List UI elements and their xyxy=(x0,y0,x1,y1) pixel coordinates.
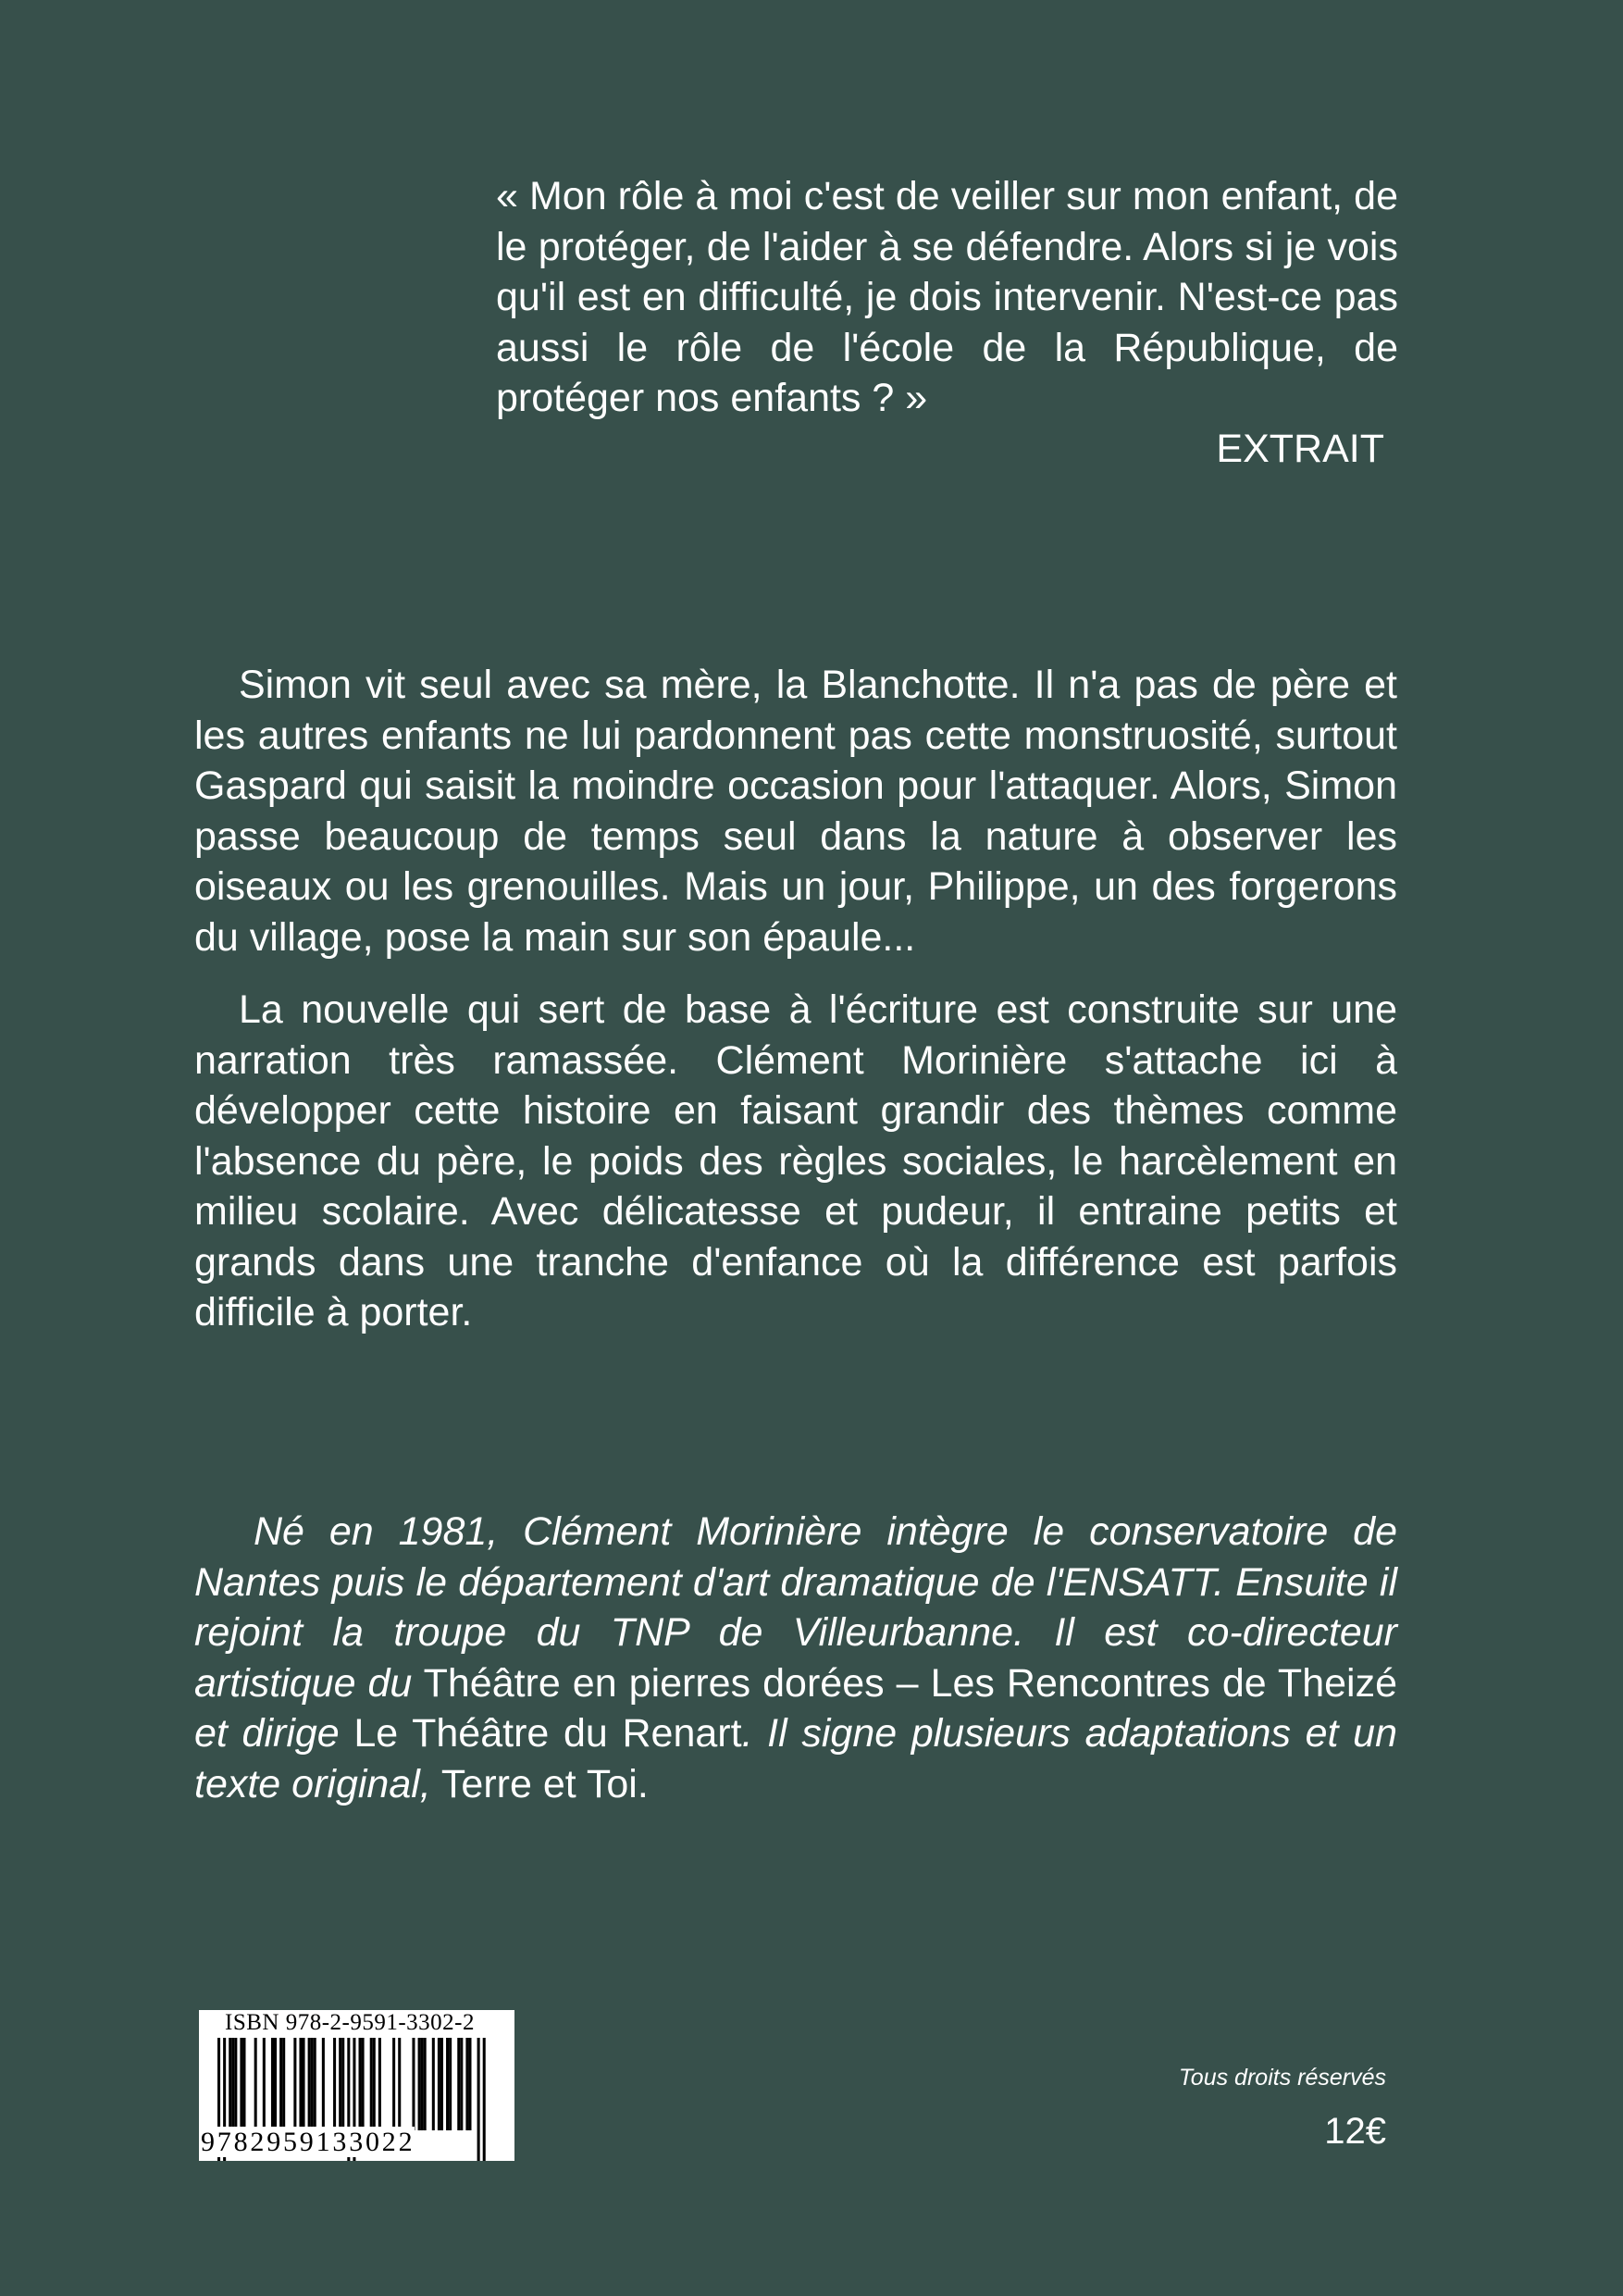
bio-text-3: et dirige xyxy=(194,1711,340,1756)
barcode-bar xyxy=(418,2038,421,2130)
barcode-bar xyxy=(333,2038,336,2130)
quote-text: « Mon rôle à moi c'est de veiller sur mon enfant, de le protéger, de l'aider à se défendre. Alors si je vois qu'il est en difficulté, je dois intervenir. N'est-ce pas aussi le rôle de l'école de la République, de protéger nos enfants ? » xyxy=(496,174,1398,420)
barcode-bar xyxy=(271,2038,274,2130)
barcode-bar xyxy=(440,2038,443,2130)
barcode-bar xyxy=(460,2038,463,2130)
barcode-bar xyxy=(299,2038,302,2130)
barcode-bar xyxy=(314,2038,316,2130)
barcode-bar xyxy=(322,2038,325,2130)
barcode-bar xyxy=(373,2038,376,2130)
barcode-bar xyxy=(308,2038,311,2130)
barcode-bar xyxy=(446,2038,449,2130)
bio-text-2: Théâtre en pierres dorées – Les Rencontres de Theizé xyxy=(412,1660,1397,1706)
barcode-bar xyxy=(457,2038,460,2130)
isbn-barcode xyxy=(199,2010,514,2161)
ean-digits xyxy=(201,2125,513,2160)
barcode-bar xyxy=(240,2038,242,2130)
author-bio xyxy=(194,1507,1397,1809)
barcode-bar xyxy=(263,2038,266,2130)
barcode-bar xyxy=(279,2038,282,2130)
bio-text-1: Né en 1981, Clément Morinière intègre le conservatoire de Nantes puis le département d'art dramatique de l'ENSATT. Ensuite il rejoint la troupe du TNP de Villeurbanne. Il est co-directeur artistique du xyxy=(194,1509,1397,1706)
barcode-bar xyxy=(274,2038,277,2130)
barcode-bar xyxy=(339,2038,341,2130)
barcode-bar xyxy=(341,2038,344,2130)
book-summary xyxy=(194,660,1397,1338)
barcode-bar xyxy=(424,2038,427,2130)
barcode-bar xyxy=(398,2038,401,2130)
quote-extract xyxy=(496,171,1398,474)
barcode-bar xyxy=(438,2038,440,2130)
barcode-bar xyxy=(359,2038,362,2130)
barcode-bar xyxy=(242,2038,245,2130)
barcode-bar xyxy=(362,2038,365,2130)
barcode-bar xyxy=(231,2038,234,2130)
barcode-bar xyxy=(392,2038,395,2130)
barcode-bar xyxy=(370,2038,373,2130)
isbn-label: ISBN 978-2-9591-3302-2 xyxy=(225,2010,476,2035)
bio-text-6: Terre et Toi. xyxy=(430,1761,649,1806)
barcode-bar xyxy=(234,2038,237,2130)
barcode-bar xyxy=(229,2038,231,2130)
barcode-bar xyxy=(293,2038,296,2130)
price: 12€ xyxy=(1324,2111,1386,2152)
barcode-bar xyxy=(303,2038,305,2130)
bio-text-5: . Il signe plusieurs adaptations et un texte original, xyxy=(194,1711,1397,1806)
summary-paragraph-2: La nouvelle qui sert de base à l'écriture est construite sur une narration très ramassée. Clément Morinière s'attache ici à développer cette histoire en faisant grandir des thèmes comme l'absence du père, le poids des règles sociales, le harcèlement en milieu scolaire. Avec délicatesse et pudeur, il entraine petits et grands dans une tranche d'enfance où la différence est parfois difficile à porter. xyxy=(194,987,1397,1334)
barcode-bar xyxy=(432,2038,435,2130)
rights-notice: Tous droits réservés xyxy=(1178,2065,1386,2091)
barcode-bar xyxy=(468,2038,471,2130)
barcode-bar xyxy=(449,2038,452,2130)
barcode-bar xyxy=(254,2038,257,2130)
summary-paragraph-1: Simon vit seul avec sa mère, la Blanchotte. Il n'a pas de père et les autres enfants ne lui pardonnent pas cette monstruosité, surtout Gaspard qui saisit la moindre occasion pour l'attaquer. Alors, Simon passe beaucoup de temps seul dans la nature à observer les oiseaux ou les grenouilles. Mais un jour, Philippe, un des forgerons du village, pose la main sur son épaule... xyxy=(194,663,1397,960)
bio-text-4: Le Théâtre du Renart xyxy=(339,1711,742,1756)
barcode-bar xyxy=(282,2038,285,2130)
barcode-bar xyxy=(311,2038,314,2130)
quote-attribution: EXTRAIT xyxy=(1216,426,1384,471)
barcode-bar xyxy=(421,2038,424,2130)
ean-digits-text: 9782959133022 xyxy=(201,2127,415,2157)
barcode-bar xyxy=(412,2038,415,2130)
barcode-bar xyxy=(378,2038,381,2130)
barcode-bar xyxy=(465,2038,468,2130)
